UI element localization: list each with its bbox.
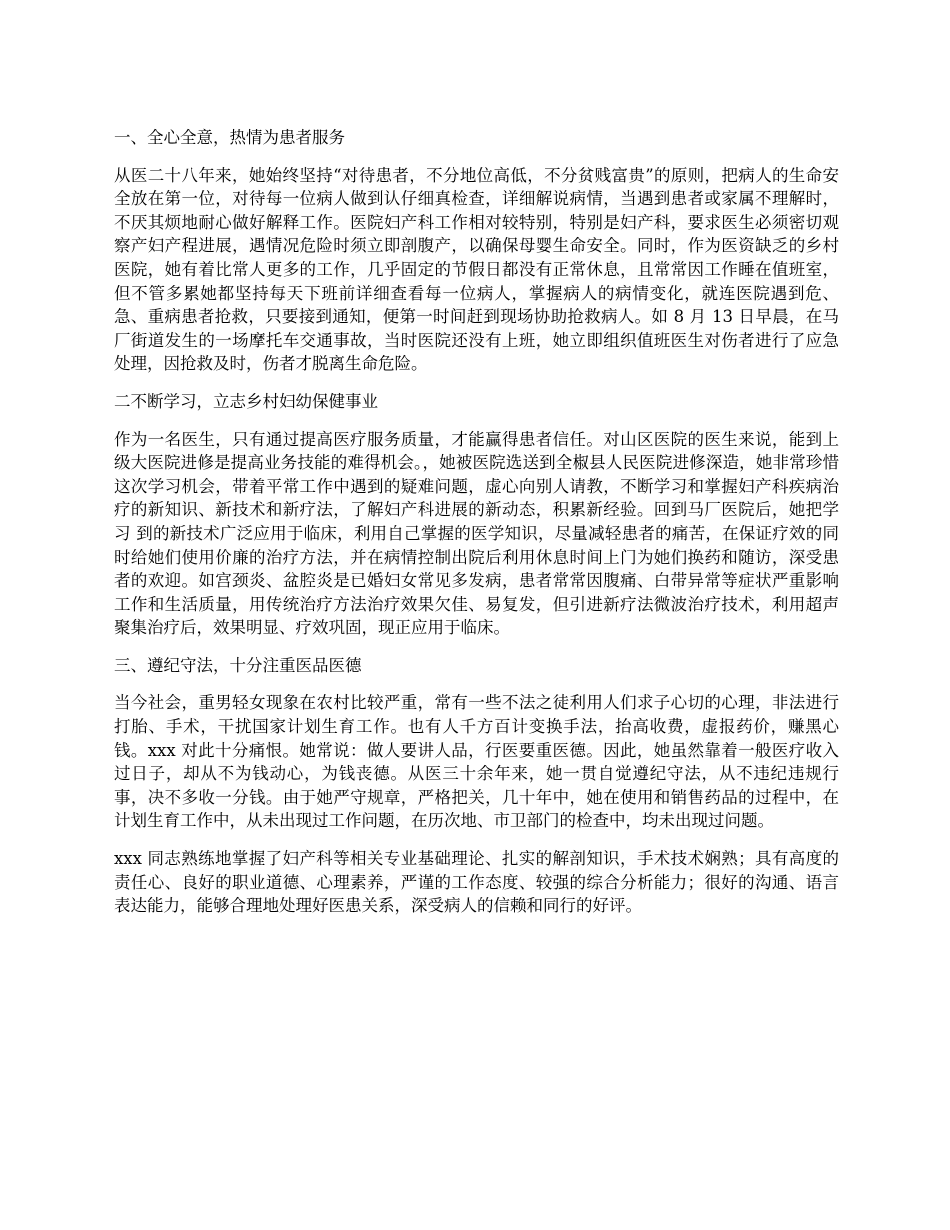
- section-paragraph-3: 当今社会，重男轻女现象在农村比较严重，常有一些不法之徒利用人们求子心切的心理，非法进行打胎、手术，干扰国家计划生育工作。也有人千方百计变换手法，抬高收费，虚报药价，赚黑心钱。xxx 对此十分痛恨。她常说：做人要讲人品，行医要重医德。因此，她虽然靠着一般医疗收入过日子，却从不为钱动心，为钱丧德。从医三十余年来，她一贯自觉遵纪守法，从不违纪违规行事，决不多收一分钱。由于她严守规章，严格把关，几十年中，她在使用和销售药品的过程中，在计划生育工作中，从未出现过工作问题，在历次地、市卫部门的检查中，均未出现过问题。: [114, 693, 839, 831]
- section-heading-2: 二不断学习，立志乡村妇幼保健事业: [114, 391, 378, 411]
- section-paragraph-1: 从医二十八年来，她始终坚持“对待患者，不分地位高低，不分贫贱富贵”的原则，把病人的生命安全放在第一位，对待每一位病人做到认仔细真检查，详细解说病情，当遇到患者或家属不理解时，不厌其烦地耐心做好解释工作。医院妇产科工作相对较特别，特别是妇产科，要求医生必须密切观察产妇产程进展，遇情况危险时须立即剖腹产，以确保母婴生命安全。同时，作为医资缺乏的乡村医院，她有着比常人更多的工作，几乎固定的节假日都没有正常休息，且常常因工作睡在值班室，但不管多累她都坚持每天下班前详细查看每一位病人，掌握病人的病情变化，就连医院遇到危、急、重病患者抢救，只要接到通知，便第一时间赶到现场协助抢救病人。如 8 月 13 日早晨，在马厂街道发生的一场摩托车交通事故，当时医院还没有上班，她立即组织值班医生对伤者进行了应急处理，因抢救及时，伤者才脱离生命危险。: [114, 165, 839, 374]
- section-heading-1: 一、全心全意，热情为患者服务: [114, 128, 345, 147]
- closing-paragraph: xxx 同志熟练地掌握了妇产科等相关专业基础理论、扎实的解剖知识，手术技术娴熟；具有高度的责任心、良好的职业道德、心理素养，严谨的工作态度、较强的综合分析能力；很好的沟通、语言表达能力，能够合理地处理好医患关系，深受病人的信赖和同行的好评。: [114, 849, 839, 916]
- document-body: [114, 126, 839, 932]
- section-heading-3: 三、遵纪守法，十分注重医品医德: [114, 655, 362, 675]
- section-paragraph-2: 作为一名医生，只有通过提高医疗服务质量，才能赢得患者信任。对山区医院的医生来说，能到上级大医院进修是提高业务技能的难得机会。，她被医院选送到全椒县人民医院进修深造，她非常珍惜这次学习机会，带着平常工作中遇到的疑难问题，虚心向别人请教，不断学习和掌握妇产科疾病治疗的新知识、新技术和新疗法，了解妇产科进展的新动态，积累新经验。回到马厂医院后，她把学习 到的新技术广泛应用于临床，利用自己掌握的医学知识，尽量减轻患者的痛苦，在保证疗效的同时给她们使用价廉的治疗方法，并在病情控制出院后利用休息时间上门为她们换药和随访，深受患者的欢迎。如宫颈炎、盆腔炎是已婚妇女常见多发病，患者常常因腹痛、白带异常等症状严重影响工作和生活质量，用传统治疗方法治疗效果欠佳、易复发，但引进新疗法微波治疗技术，利用超声聚集治疗后，效果明显、疗效巩固，现正应用于临床。: [114, 429, 839, 638]
